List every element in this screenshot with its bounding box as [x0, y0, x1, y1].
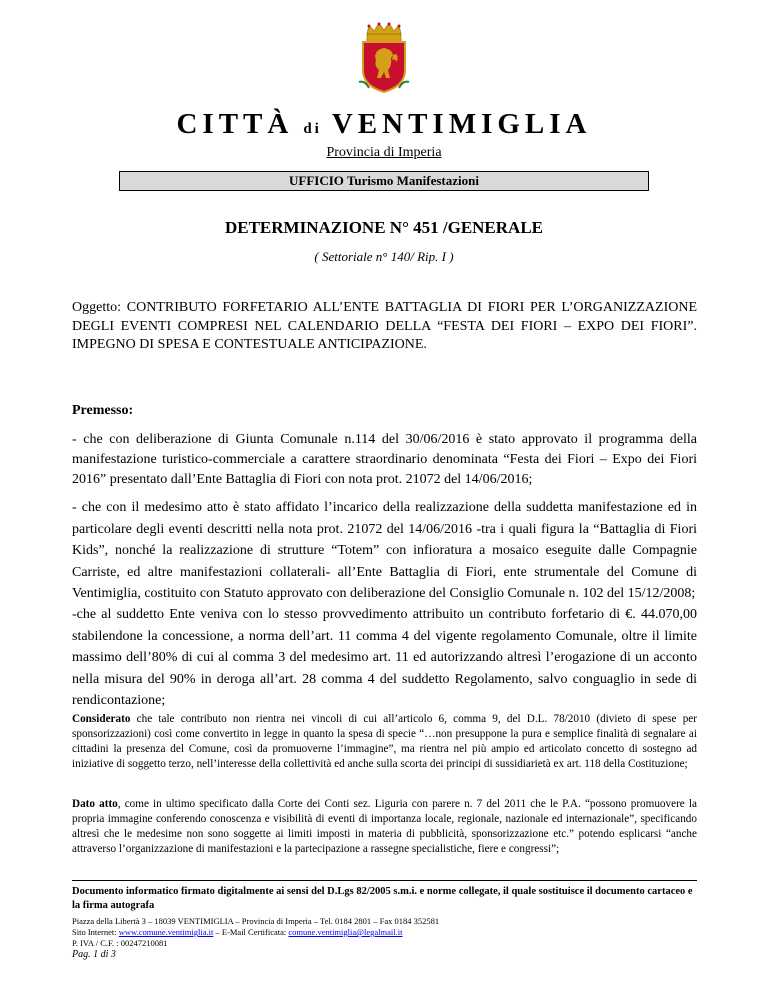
premise-paragraph-2: - che con il medesimo atto è stato affidato l’incarico della realizzazione della suddetta manifestazione ed in particolare degli eventi descritti nella nota prot. 21072 del 14/06/2016 -tra i quali figura la “Battaglia di Fiori Kids”, nonché la realizzazione di strutture “Totem” con infioratura a mosaico eseguite dalle Compagnie Carriste, ed altre manifestazioni collaterali- all’Ente Battaglia di Fiori, ente strumentale del Comune di Ventimiglia, costituito con Statuto approvato con deliberazione del Consiglio Comunale n. 102 del 15/12/2008;: [72, 500, 697, 601]
vat-number: P. IVA / C.F. : 00247210081: [72, 938, 168, 948]
page-number: Pag. 1 di 3: [72, 949, 116, 960]
province-label: Provincia di Imperia: [326, 145, 442, 160]
footer-web-line: [72, 927, 697, 938]
city-di: di: [303, 121, 322, 137]
premise-paragraph-3: -che al suddetto Ente veniva con lo stesso provvedimento attribuito un contributo forfetario di €. 44.070,00 stabilendone la concessione, a norma dell’art. 11 comma 4 del vigente regolamento Comunale, oltre il limite massimo dell’80% di cui al comma 3 del medesimo art. 11 ed autorizzando altresì l’erogazione di un acconto nella misura del 90% in deroga all’art. 28 comma 4 del suddetto Regolamento, salvo conguaglio in sede di rendicontazione;: [72, 607, 697, 708]
city-word: CITTÀ: [176, 108, 294, 140]
determination-title: DETERMINAZIONE N° 451 /GENERALE: [224, 218, 544, 237]
considerato-paragraph: [72, 712, 697, 772]
footer-address: Piazza della Libertà 3 – 18039 VENTIMIGLIA – Provincia di Imperia – Tel. 0184 2801 – Fax 0184 352581: [72, 916, 440, 926]
subject-paragraph: Oggetto: CONTRIBUTO FORFETARIO ALL’ENTE BATTAGLIA DI FIORI PER L’ORGANIZZAZIONE DEGLI EVENTI COMPRESI NEL CALENDARIO DELLA “FESTA DEI FIORI – EXPO DEI FIORI”. IMPEGNO DI SPESA E CONTESTUALE ANTICIPAZIONE.: [72, 300, 697, 352]
city-coat-of-arms-icon: [355, 22, 413, 94]
site-label: Sito Internet:: [72, 927, 119, 937]
considerato-text: che tale contributo non rientra nei vincoli di cui all’articolo 6, comma 9, del D.L. 78/2010 (divieto di spese per sponsorizzazioni) così come convertito in legge in quanto la spesa di specie “…non presuppone la pura e semplice finalità di segnalare ai cittadini la presenza del Comune, così da promuoverne l’immagine”, ma rientra nel più ampio ed articolato concetto di sostegno ad iniziative di soggetto terzo, nell’interesse della collettività ed anche sulla scorta dei principi di sussidiarietà ex art. 118 della Costituzione;: [72, 713, 697, 770]
office-banner: UFFICIO Turismo Manifestazioni: [119, 171, 649, 191]
dato-atto-paragraph: [72, 797, 697, 857]
city-heading: [0, 108, 768, 141]
website-link[interactable]: www.comune.ventimiglia.it: [118, 927, 214, 937]
determination-subtitle: ( Settoriale n° 140/ Rip. I ): [314, 249, 454, 264]
city-name: VENTIMIGLIA: [331, 108, 592, 140]
dato-atto-lead: Dato atto: [72, 798, 118, 810]
footer-contacts: [72, 916, 697, 960]
pec-email-link[interactable]: comune.ventimiglia@legalmail.it: [288, 927, 403, 937]
dato-atto-text: , come in ultimo specificato dalla Corte dei Conti sez. Liguria con parere n. 7 del 2011 che le P.A. “possono promuovere la propria immagine conferendo conoscenza e visibilità di eventi di importanza locale, regionale, nazionale ed internazionale”, specificando altresì che le medesime non sono soggette ai limiti imposti in materia di pubblicità, sponsorizzazione etc.” potendo esplicarsi “anche attraverso l’organizzazione di manifestazioni e la partecipazione a rassegne specialistiche, fiere e congressi”;: [72, 798, 697, 855]
footer-divider: [72, 880, 697, 881]
premise-paragraph-1: - che con deliberazione di Giunta Comunale n.114 del 30/06/2016 è stato approvato il programma della manifestazione turistico-commerciale a carattere straordinario denominata “Festa dei Fiori – Expo dei Fiori 2016” presentato dall’Ente Battaglia di Fiori con nota prot. 21072 del 14/06/2016;: [72, 432, 697, 487]
pec-label: – E-Mail Certificata:: [213, 927, 289, 937]
premesso-heading: Premesso:: [72, 403, 134, 418]
digital-signature-notice: Documento informatico firmato digitalmente ai sensi del D.Lgs 82/2005 s.m.i. e norme collegate, il quale sostituisce il documento cartaceo e la firma autografa: [72, 886, 693, 911]
considerato-lead: Considerato: [72, 713, 131, 725]
